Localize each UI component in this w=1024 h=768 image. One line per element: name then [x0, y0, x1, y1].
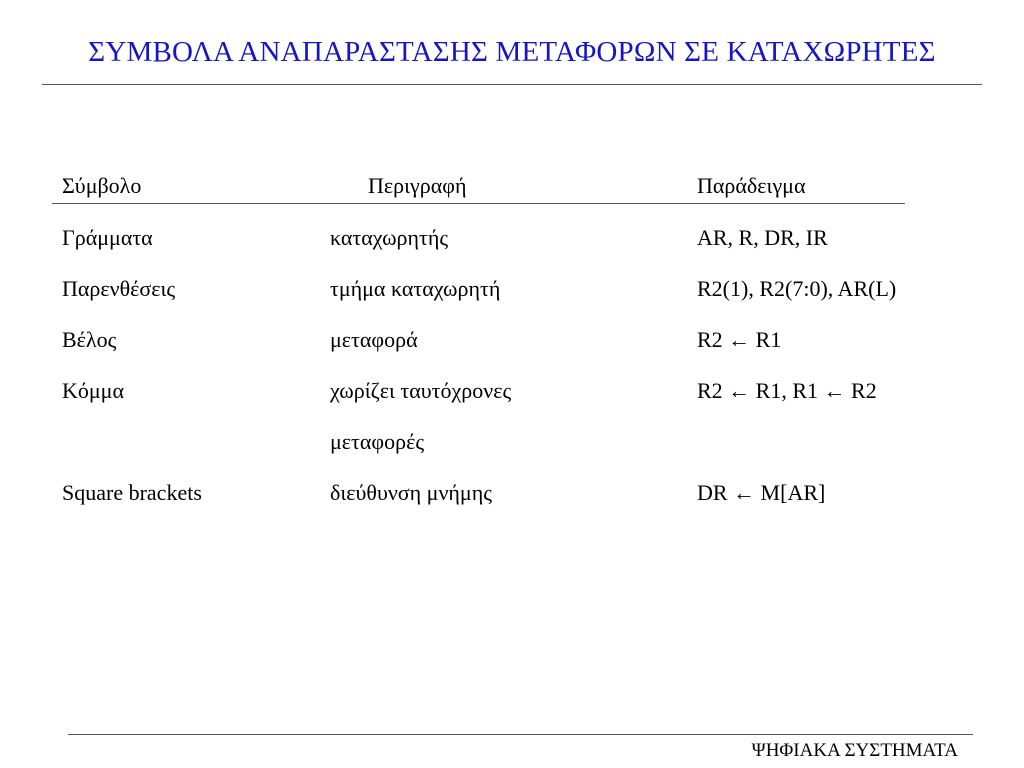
title-divider: [42, 84, 982, 85]
cell-symbol: Κόμμα: [62, 378, 125, 403]
header-description: Περιγραφή: [368, 173, 467, 198]
cell-symbol: Παρενθέσεις: [62, 276, 176, 301]
footer-label: ΨΗΦΙΑΚΑ ΣΥΣΤΗΜΑΤΑ: [751, 740, 958, 761]
cell-example: R2(1), R2(7:0), AR(L): [697, 276, 897, 301]
cell-description: χωρίζει ταυτόχρονες: [330, 378, 512, 403]
table-row: [0, 480, 1024, 510]
cell-example: R2 ← R1: [697, 327, 782, 352]
cell-description: διεύθυνση μνήμης: [330, 480, 492, 505]
cell-symbol: Square brackets: [62, 480, 202, 505]
footer-divider: [68, 734, 973, 735]
cell-symbol: Γράμματα: [62, 225, 153, 250]
header-symbol: Σύμβολο: [62, 173, 142, 198]
slide-title: ΣΥΜΒΟΛΑ ΑΝΑΠΑΡΑΣΤΑΣΗΣ ΜΕΤΑΦΟΡΩΝ ΣΕ ΚΑΤΑΧΩΡΗΤΕΣ: [88, 36, 936, 68]
cell-description: τμήμα καταχωρητή: [330, 276, 501, 301]
cell-description: μεταφορά: [330, 327, 418, 352]
table-row: [0, 225, 1024, 255]
cell-example: R2 ← R1, R1 ← R2: [697, 378, 877, 403]
cell-symbol: Βέλος: [62, 327, 117, 352]
header-divider: [52, 203, 905, 204]
table-row: [0, 327, 1024, 357]
cell-description: καταχωρητής: [330, 225, 449, 250]
cell-example: AR, R, DR, IR: [697, 225, 828, 250]
cell-example: DR ← M[AR]: [697, 480, 826, 505]
header-example: Παράδειγμα: [697, 173, 806, 198]
table-row: [0, 276, 1024, 306]
table-row: [0, 429, 1024, 459]
table-header-row: [0, 173, 1024, 203]
table-row: [0, 378, 1024, 408]
cell-description: μεταφορές: [330, 429, 425, 454]
